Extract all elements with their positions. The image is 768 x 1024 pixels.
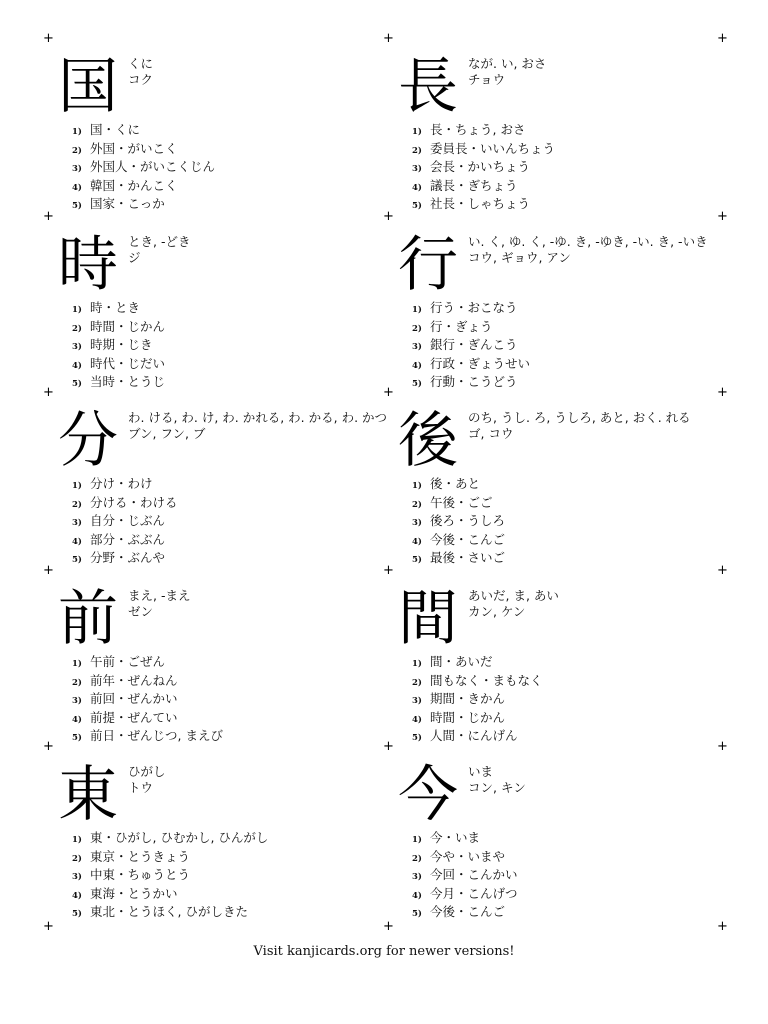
example-word-list [72,654,223,747]
item-number: 4) [412,360,422,371]
example-word [72,196,215,215]
example-word-text: 委員長・いいんちょう [430,140,556,156]
item-number: 3) [412,518,422,529]
example-word-text: 前年・ぜんねん [90,672,178,688]
example-word-text: 自分・じぶん [90,513,166,529]
on-reading: コク [128,72,154,87]
item-number: 5) [412,555,422,566]
cut-mark: + [43,919,54,934]
item-number: 5) [412,379,422,390]
kanji-readings [128,234,396,266]
example-word-text: 東・ひがし, ひむかし, ひんがし [90,830,269,845]
kanji-character: 行 [398,230,458,300]
example-word-text: 今回・こんかい [430,867,518,883]
item-number: 3) [412,164,422,175]
example-word-text: 部分・ぶぶん [90,531,166,547]
cut-mark: + [383,739,394,754]
item-number: 4) [72,890,82,901]
example-word-text: 東京・とうきょう [90,848,191,864]
item-number: 2) [412,323,422,334]
item-number: 2) [72,499,82,510]
example-word [412,550,505,569]
example-word [72,532,178,551]
example-word [72,300,165,319]
example-word-text: 時期・じき [90,337,153,353]
example-word-text: 行・ぎょう [430,318,493,334]
item-number: 4) [412,714,422,725]
kanji-readings [468,234,736,266]
item-number: 4) [72,182,82,193]
example-word-list [412,654,543,747]
example-word [412,319,530,338]
on-reading: コウ, ギョウ, アン [468,250,571,265]
example-word-text: 今や・いまや [430,848,506,864]
item-number: 3) [412,872,422,883]
example-word-text: 前回・ぜんかい [90,691,178,707]
item-number: 3) [412,696,422,707]
example-word [412,886,518,905]
item-number: 1) [412,481,422,491]
kanji-card [388,402,724,574]
example-word [412,728,543,747]
item-number: 1) [72,305,82,315]
example-word-text: 銀行・ぎんこう [430,337,518,353]
example-word [72,886,268,905]
example-word [412,337,530,356]
cut-mark: + [717,31,728,46]
kanji-character: 分 [58,406,118,476]
example-word-text: 会長・かいちょう [430,159,531,175]
item-number: 4) [412,182,422,193]
example-word-text: 時間・じかん [90,318,166,334]
example-word-list [412,476,505,569]
example-word-list [72,122,215,215]
cut-mark: + [383,919,394,934]
example-word-list [72,476,178,569]
example-word [412,159,555,178]
kanji-card [388,226,724,398]
kun-reading: まえ, -まえ [128,588,191,603]
kanji-character: 前 [58,584,118,654]
example-word [412,300,530,319]
example-word-text: 分野・ぶんや [90,550,166,566]
item-number: 2) [412,853,422,864]
example-word-text: 外国人・がいこくじん [90,159,216,175]
example-word-text: 人間・にんげん [430,728,518,744]
example-word-list [412,830,518,923]
example-word [72,654,223,673]
kun-reading: くに [128,56,154,71]
example-word [72,337,165,356]
item-number: 2) [72,853,82,864]
example-word [72,374,165,393]
item-number: 5) [72,909,82,920]
item-number: 2) [412,145,422,156]
item-number: 4) [72,714,82,725]
item-number: 1) [412,659,422,669]
example-word-text: 今・いま [430,830,481,845]
example-word [72,513,178,532]
cut-mark: + [383,31,394,46]
example-word-text: 分ける・わける [90,494,178,510]
on-reading: チョウ [468,72,506,87]
example-word-text: 中東・ちゅうとう [90,867,191,883]
example-word-text: 行政・ぎょうせい [430,355,531,371]
example-word [72,159,215,178]
on-reading: ブン, フン, ブ [128,426,206,441]
example-word [72,728,223,747]
item-number: 3) [412,342,422,353]
kanji-card [48,226,384,398]
example-word [412,849,518,868]
item-number: 5) [72,555,82,566]
item-number: 5) [72,201,82,212]
item-number: 1) [72,481,82,491]
example-word [412,673,543,692]
item-number: 1) [412,127,422,137]
kanji-card [48,580,384,752]
item-number: 5) [412,909,422,920]
example-word [72,849,268,868]
kanji-card [388,580,724,752]
example-word [412,374,530,393]
example-word [72,476,178,495]
example-word-list [72,300,165,393]
example-word-text: 韓国・かんこく [90,177,178,193]
on-reading: カン, ケン [468,604,526,619]
example-word-text: 後ろ・うしろ [430,513,506,529]
example-word [72,691,223,710]
kanji-character: 東 [58,760,118,830]
example-word-text: 外国・がいこく [90,140,178,156]
kanji-character: 時 [58,230,118,300]
item-number: 4) [412,890,422,901]
item-number: 5) [72,733,82,744]
example-word-text: 長・ちょう, おさ [430,122,526,137]
example-word [412,476,505,495]
cut-mark: + [43,563,54,578]
example-word-text: 行う・おこなう [430,300,518,315]
kanji-character: 国 [58,52,118,122]
kun-reading: ひがし [128,764,166,779]
item-number: 1) [72,659,82,669]
kanji-card [48,402,388,574]
example-word-text: 前提・ぜんてい [90,709,178,725]
example-word [412,654,543,673]
example-word-text: 後・あと [430,476,481,491]
on-reading: ジ [128,250,141,265]
kanji-readings [128,56,396,88]
example-word-text: 東海・とうかい [90,885,178,901]
cut-mark: + [383,563,394,578]
item-number: 3) [72,872,82,883]
cut-mark: + [717,739,728,754]
example-word [412,830,518,849]
kanji-character: 今 [398,760,458,830]
item-number: 1) [72,835,82,845]
example-word-text: 間もなく・まもなく [430,672,543,688]
item-number: 1) [412,835,422,845]
example-word-text: 分け・わけ [90,476,153,491]
cut-mark: + [717,385,728,400]
kanji-character: 間 [398,584,458,654]
example-word-text: 東北・とうほく, ひがしきた [90,904,248,920]
example-word [412,141,555,160]
example-word-text: 期間・きかん [430,691,506,707]
example-word [412,532,505,551]
cut-mark: + [43,385,54,400]
item-number: 4) [72,360,82,371]
example-word [72,830,268,849]
example-word [72,495,178,514]
item-number: 3) [72,518,82,529]
example-word-text: 国・くに [90,122,141,137]
example-word [72,319,165,338]
example-word [412,710,543,729]
example-word [412,513,505,532]
example-word-text: 今後・こんご [430,904,506,920]
example-word [412,196,555,215]
kun-reading: わ. ける, わ. け, わ. かれる, わ. かる, わ. かつ [128,410,388,425]
kanji-readings [128,410,396,442]
cut-mark: + [43,209,54,224]
example-word [412,904,518,923]
kanji-readings [468,56,736,88]
kanji-card [48,756,384,928]
item-number: 5) [72,379,82,390]
kun-reading: なが. い, おさ [468,56,547,71]
cut-mark: + [717,919,728,934]
example-word-text: 午前・ごぜん [90,654,166,669]
item-number: 3) [72,342,82,353]
example-word-text: 最後・さいご [430,550,506,566]
on-reading: コン, キン [468,780,526,795]
cut-mark: + [383,385,394,400]
example-word-text: 時間・じかん [430,709,506,725]
example-word [72,904,268,923]
example-word [412,691,543,710]
example-word [72,141,215,160]
kun-reading: いま [468,764,494,779]
kun-reading: い. く, ゆ. く, -ゆ. き, -ゆき, -い. き, -いき [468,234,708,249]
example-word [72,356,165,375]
example-word [72,867,268,886]
item-number: 2) [72,323,82,334]
example-word [72,550,178,569]
example-word-text: 今月・こんげつ [430,885,518,901]
kanji-card [48,48,384,220]
example-word [412,867,518,886]
example-word [72,673,223,692]
item-number: 2) [72,677,82,688]
kanji-character: 長 [398,52,458,122]
footer-text: Visit kanjicards.org for newer versions! [253,944,515,959]
item-number: 1) [72,127,82,137]
example-word-text: 社長・しゃちょう [430,196,531,212]
item-number: 4) [72,536,82,547]
example-word-text: 間・あいだ [430,654,493,669]
item-number: 3) [72,164,82,175]
item-number: 3) [72,696,82,707]
example-word [412,178,555,197]
kanji-readings [128,764,396,796]
kanji-card [388,48,724,220]
kanji-readings [128,588,396,620]
cut-mark: + [383,209,394,224]
cut-mark: + [43,31,54,46]
example-word-text: 国家・こっか [90,196,165,212]
example-word-text: 時・とき [90,300,141,315]
kanji-readings [468,410,736,442]
item-number: 4) [412,536,422,547]
example-word-text: 行動・こうどう [430,374,518,390]
cut-mark: + [717,563,728,578]
example-word-list [412,300,530,393]
example-word-text: 時代・じだい [90,355,166,371]
item-number: 5) [412,733,422,744]
example-word [72,122,215,141]
example-word-text: 議長・ぎちょう [430,177,518,193]
kanji-card [388,756,724,928]
item-number: 2) [412,499,422,510]
on-reading: ゼン [128,604,154,619]
example-word [412,495,505,514]
example-word-list [72,830,268,923]
item-number: 2) [412,677,422,688]
example-word-text: 前日・ぜんじつ, まえび [90,728,223,744]
item-number: 5) [412,201,422,212]
cut-mark: + [717,209,728,224]
kun-reading: あいだ, ま, あい [468,588,559,603]
example-word-list [412,122,555,215]
example-word [412,356,530,375]
item-number: 1) [412,305,422,315]
on-reading: ゴ, コウ [468,426,514,441]
example-word [72,710,223,729]
cut-mark: + [43,739,54,754]
example-word [412,122,555,141]
example-word-text: 当時・とうじ [90,374,166,390]
item-number: 2) [72,145,82,156]
example-word [72,178,215,197]
example-word-text: 今後・こんご [430,531,506,547]
on-reading: トウ [128,780,154,795]
example-word-text: 午後・ごご [430,494,493,510]
kanji-readings [468,588,736,620]
kun-reading: のち, うし. ろ, うしろ, あと, おく. れる [468,410,691,425]
kanji-readings [468,764,736,796]
kun-reading: とき, -どき [128,234,191,249]
kanji-character: 後 [398,406,458,476]
